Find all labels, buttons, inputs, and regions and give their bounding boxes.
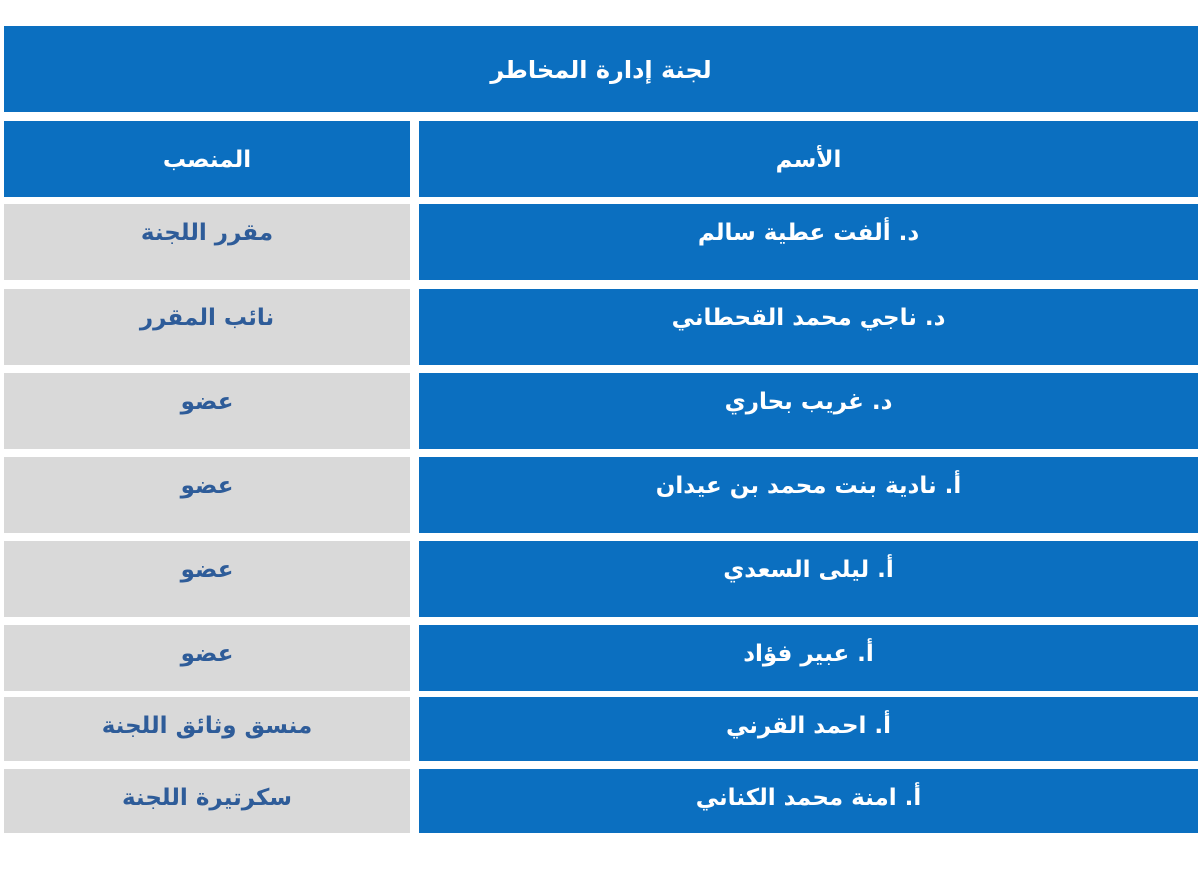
member-name: د. ناجي محمد القحطاني — [419, 289, 1198, 365]
header-role: المنصب — [4, 121, 410, 197]
member-role: منسق وثائق اللجنة — [4, 697, 410, 761]
member-name: د. ألفت عطية سالم — [419, 204, 1198, 280]
member-role: عضو — [4, 373, 410, 449]
member-name: أ. احمد القرني — [419, 697, 1198, 761]
member-role: عضو — [4, 457, 410, 533]
member-name: د. غريب بحاري — [419, 373, 1198, 449]
member-role: مقرر اللجنة — [4, 204, 410, 280]
member-name: أ. عبير فؤاد — [419, 625, 1198, 691]
member-name: أ. نادية بنت محمد بن عيدان — [419, 457, 1198, 533]
member-role: سكرتيرة اللجنة — [4, 769, 410, 833]
header-name: الأسم — [419, 121, 1198, 197]
member-role: عضو — [4, 625, 410, 691]
member-name: أ. امنة محمد الكناني — [419, 769, 1198, 833]
member-role: نائب المقرر — [4, 289, 410, 365]
member-role: عضو — [4, 541, 410, 617]
member-name: أ. ليلى السعدي — [419, 541, 1198, 617]
table-title: لجنة إدارة المخاطر — [4, 26, 1198, 112]
